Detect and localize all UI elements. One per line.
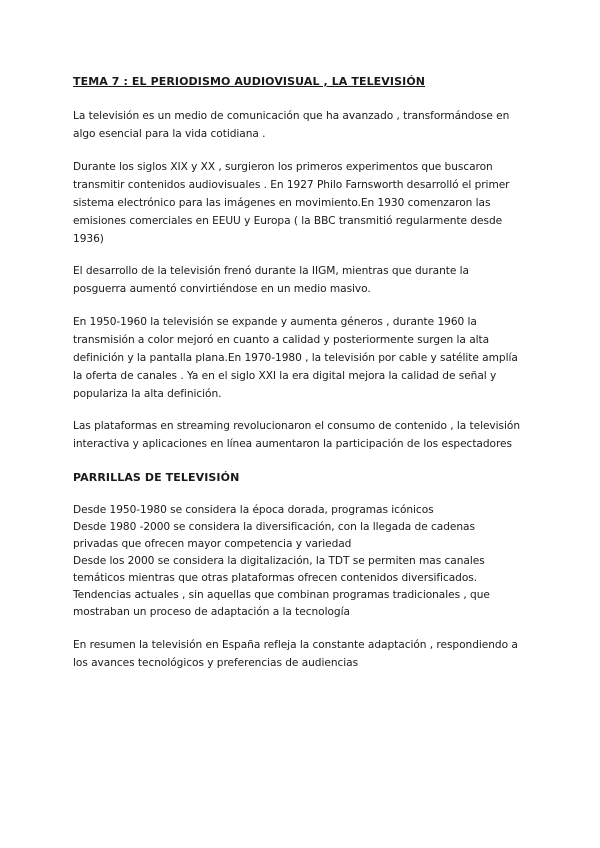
parrillas-list bbox=[73, 502, 533, 621]
expansion-paragraph bbox=[73, 313, 533, 403]
text-line: los avances tecnológicos y preferencias de audiencias bbox=[73, 657, 359, 669]
intro-paragraph bbox=[73, 107, 533, 143]
text-line: posguerra aumentó convirtiéndose en un medio masivo. bbox=[73, 283, 371, 295]
text-line: algo esencial para la vida cotidiana . bbox=[73, 128, 266, 140]
ww2-paragraph bbox=[73, 262, 533, 298]
summary-paragraph bbox=[73, 636, 533, 672]
list-item: Desde 1980 -2000 se considera la diversificación, con la llegada de cadenas bbox=[73, 521, 475, 533]
text-line: Durante los siglos XIX y XX , surgieron los primeros experimentos que buscaron bbox=[73, 161, 493, 173]
list-item: mostraban un proceso de adaptación a la tecnología bbox=[73, 606, 350, 618]
text-line: definición y la pantalla plana.En 1970-1980 , la televisión por cable y satélite amplía bbox=[73, 352, 518, 364]
document-title: TEMA 7 : EL PERIODISMO AUDIOVISUAL , LA TELEVISIÓN bbox=[73, 75, 426, 88]
text-line: la oferta de canales . Ya en el siglo XXI la era digital mejora la calidad de señal y bbox=[73, 370, 497, 382]
text-line: sistema electrónico para las imágenes en movimiento.En 1930 comenzaron las bbox=[73, 197, 491, 209]
streaming-paragraph bbox=[73, 417, 533, 453]
text-line: En 1950-1960 la televisión se expande y aumenta géneros , durante 1960 la bbox=[73, 316, 477, 328]
text-line: transmisión a color mejoró en cuanto a calidad y posteriormente surgen la alta bbox=[73, 334, 490, 346]
list-item: privadas que ofrecen mayor competencia y variedad bbox=[73, 538, 352, 550]
text-line: La televisión es un medio de comunicación que ha avanzado , transformándose en bbox=[73, 110, 510, 122]
list-item: Desde los 2000 se considera la digitalización, la TDT se permiten mas canales bbox=[73, 555, 485, 567]
text-line: El desarrollo de la televisión frenó durante la IIGM, mientras que durante la bbox=[73, 265, 469, 277]
list-item: Tendencias actuales , sin aquellas que combinan programas tradicionales , que bbox=[73, 589, 490, 601]
text-line: interactiva y aplicaciones en línea aumentaron la participación de los espectadores bbox=[73, 438, 512, 450]
document-page bbox=[73, 68, 533, 672]
text-line: populariza la alta definición. bbox=[73, 388, 222, 400]
text-line: Las plataformas en streaming revolucionaron el consumo de contenido , la televisión bbox=[73, 420, 521, 432]
list-item: temáticos mientras que otras plataformas ofrecen contenidos diversificados. bbox=[73, 572, 478, 584]
text-line: transmitir contenidos audiovisuales . En 1927 Philo Farnsworth desarrolló el primer bbox=[73, 179, 510, 191]
section-heading: PARRILLAS DE TELEVISIÓN bbox=[73, 471, 240, 484]
text-line: 1936) bbox=[73, 233, 104, 245]
list-item: Desde 1950-1980 se considera la época dorada, programas icónicos bbox=[73, 504, 434, 516]
history-paragraph bbox=[73, 158, 533, 248]
text-line: emisiones comerciales en EEUU y Europa ( la BBC transmitió regularmente desde bbox=[73, 215, 503, 227]
text-line: En resumen la televisión en España refleja la constante adaptación , respondiendo a bbox=[73, 639, 518, 651]
